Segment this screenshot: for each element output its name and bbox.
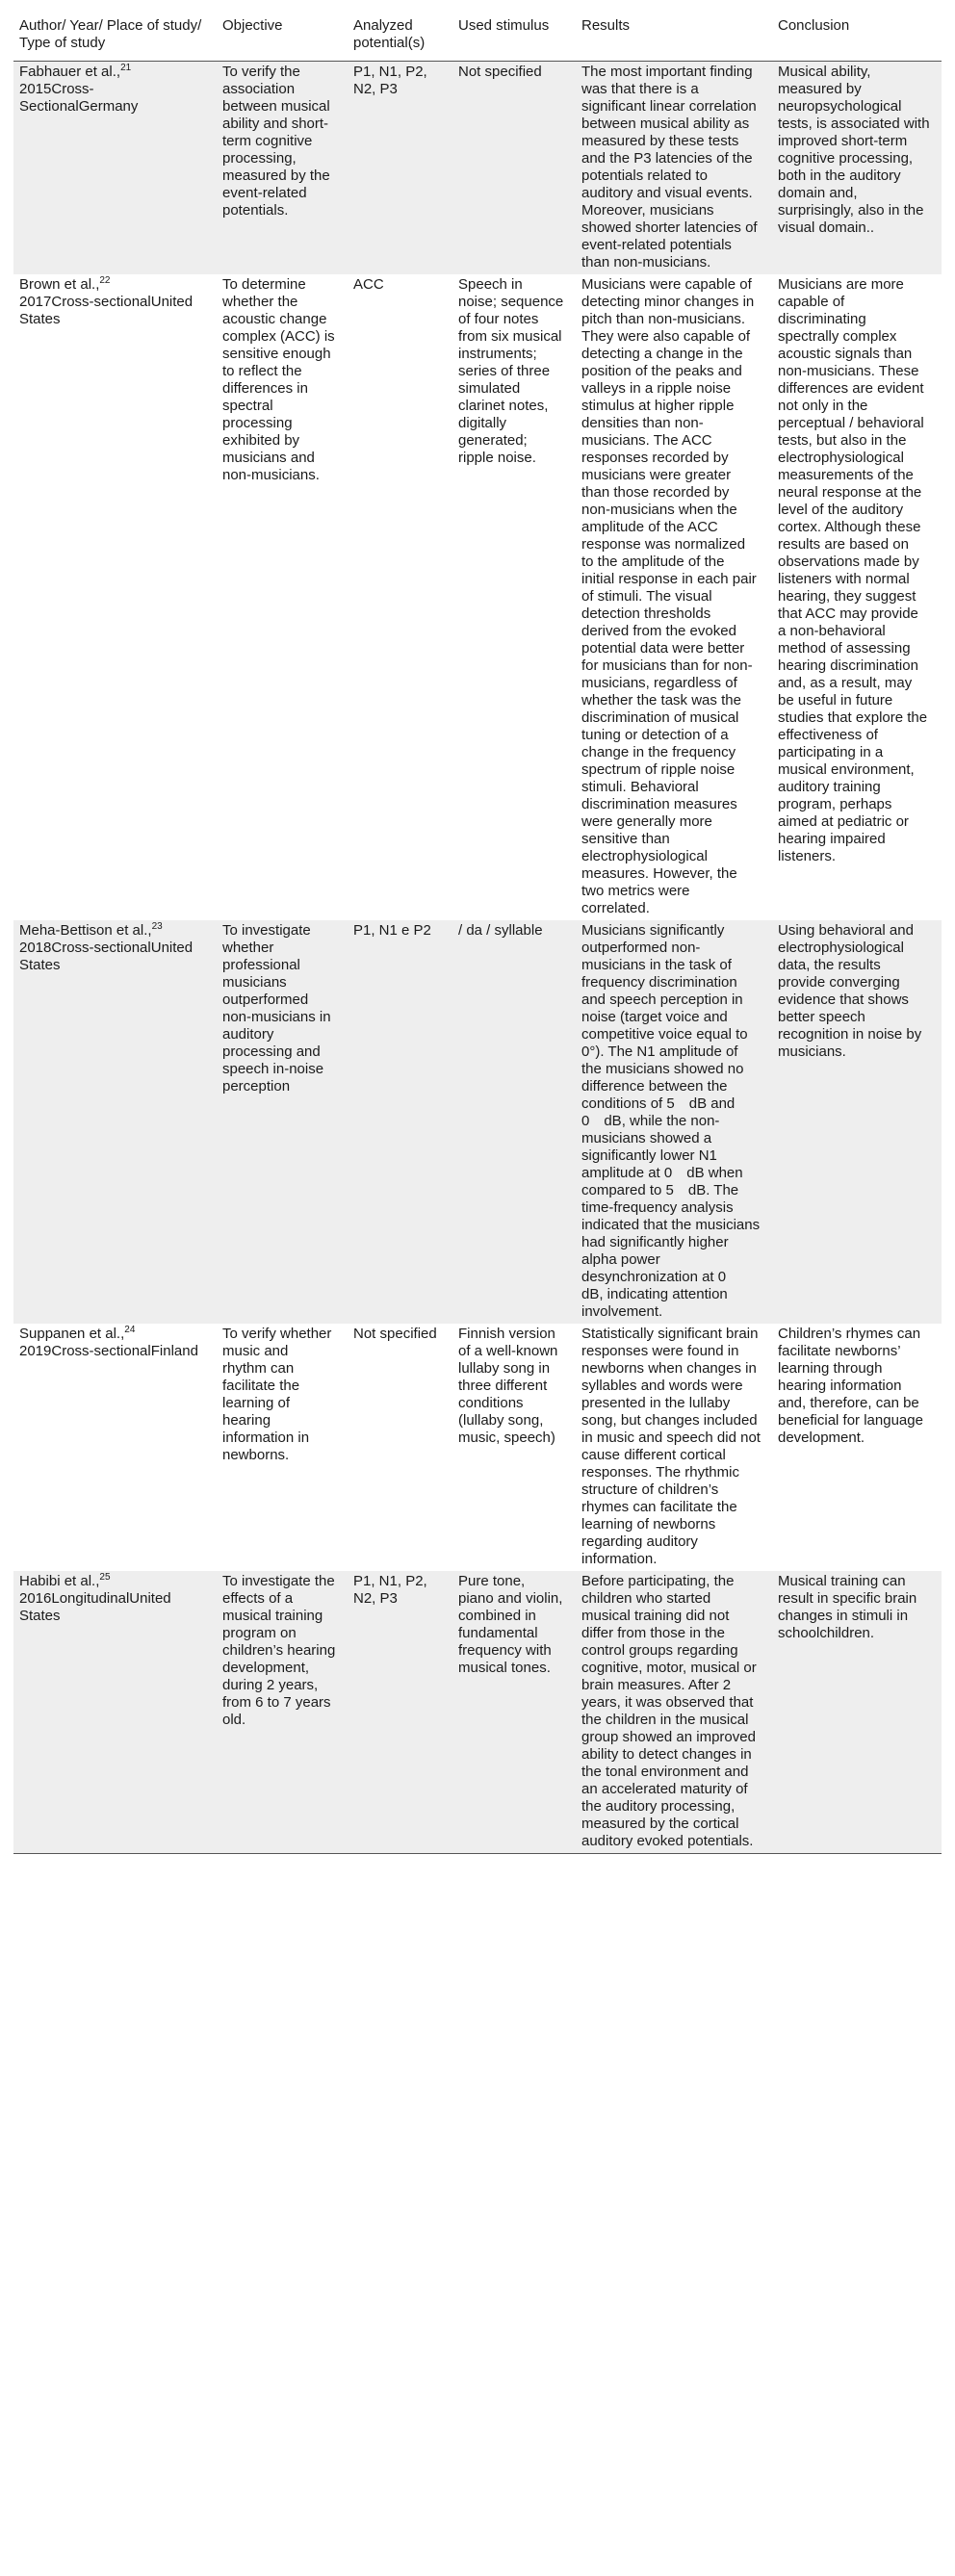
- header-conclusion: Conclusion: [772, 8, 942, 62]
- cell-results: Musicians significantly outperformed non-musicians in the task of frequency discrimination and speech perception in noise (target voice and competitive voice equal to 0°). The N1 amplitude of the musicians showed no difference between the conditions of 5 dB and 0 dB, while the non-musicians showed a significantly lower N1 amplitude at 0 dB when compared to 5 dB. The time-frequency analysis indicated that the musicians had significantly higher alpha power desynchronization at 0 dB, indicating attention involvement.: [581, 922, 761, 1320]
- reference-number: 21: [120, 63, 132, 73]
- table-row: [13, 62, 942, 275]
- study-info: 2016LongitudinalUnited States: [19, 1590, 171, 1624]
- studies-table: [13, 8, 942, 1854]
- header-potential: Analyzed potential(s): [348, 8, 452, 62]
- study-info: 2017Cross-sectionalUnited States: [19, 294, 194, 327]
- cell-stimulus: Pure tone, piano and violin, combined in fundamental frequency with musical tones.: [452, 1571, 576, 1854]
- cell-conclusion: Musical ability, measured by neuropsychological tests, is associated with improved short-term cognitive processing, both in the auditory domain and, surprisingly, also in the visual domain..: [778, 64, 930, 236]
- cell-results: Musicians were capable of detecting minor changes in pitch than non-musicians. They were also capable of detecting a change in the position of the peaks and valleys in a ripple noise stimulus at higher ripple densities than non-musicians. The ACC responses recorded by musicians were greater than those recorded by non-musicians when the amplitude of the ACC response was normalized to the amplitude of the initial response in each pair of stimuli. The visual detection thresholds derived from the evoked potential data were better for musicians than for non-musicians, regardless of whether the task was the discrimination of musical tuning or detection of a change in the frequency spectrum of ripple noise stimuli. Behavioral discrimination measures were generally more sensitive than electrophysiological measures. However, the two metrics were correlated.: [581, 276, 757, 916]
- author-name: Meha-Bettison et al.,: [19, 922, 152, 939]
- header-row: [13, 8, 942, 62]
- cell-potential: P1, N1, P2, N2, P3: [348, 1571, 452, 1854]
- cell-results: The most important finding was that there is a significant linear correlation between musical ability as measured by these tests and the P3 latencies of the potentials related to auditory and visual events. Moreover, musicians showed shorter latencies of event-related potentials than non-musicians.: [581, 64, 758, 270]
- cell-stimulus: Speech in noise; sequence of four notes from six musical instruments; series of three simulated clarinet notes, digitally generated; ripple noise.: [458, 276, 564, 466]
- reference-number: 22: [99, 275, 111, 286]
- cell-potential: Not specified: [353, 1326, 437, 1342]
- cell-conclusion: Musicians are more capable of discriminating spectrally complex acoustic signals than non-musicians. These differences are evident not only in the perceptual / behavioral tests, but also in the electrophysiological measurements of the neural response at the level of the auditory cortex. Although these results are based on observations made by listeners with normal hearing, they suggest that ACC may provide a non-behavioral method of assessing hearing discrimination and, as a result, may be useful in future studies that explore the effectiveness of participating in a musical environment, auditory training program, perhaps aimed at pediatric or hearing impaired listeners.: [778, 276, 928, 864]
- header-results: Results: [576, 8, 772, 62]
- header-objective: Objective: [217, 8, 348, 62]
- cell-conclusion: Musical training can result in specific brain changes in stimuli in schoolchildren.: [772, 1571, 942, 1854]
- author-name: Brown et al.,: [19, 276, 100, 293]
- header-stimulus: Used stimulus: [452, 8, 576, 62]
- study-info: 2019Cross-sectionalFinland: [19, 1343, 198, 1359]
- cell-objective: To verify whether music and rhythm can facilitate the learning of hearing information in newborns.: [222, 1326, 332, 1463]
- table-header: [13, 8, 942, 62]
- cell-conclusion: Using behavioral and electrophysiological data, the results provide converging evidence that shows better speech recognition in noise by musicians.: [778, 922, 922, 1060]
- cell-potential: ACC: [353, 276, 384, 293]
- study-info: 2018Cross-sectionalUnited States: [19, 940, 194, 973]
- cell-study: [13, 1324, 217, 1571]
- table-row: [13, 920, 942, 1324]
- author-name: Suppanen et al.,: [19, 1326, 125, 1342]
- table-row: [13, 1571, 942, 1854]
- cell-objective: To investigate the effects of a musical training program on children’s hearing development, during 2 years, from 6 to 7 years old.: [217, 1571, 348, 1854]
- cell-objective: To verify the association between musical ability and short-term cognitive processing, measured by the event-related potentials.: [222, 64, 330, 219]
- cell-potential: P1, N1, P2, N2, P3: [353, 64, 427, 97]
- cell-study: [13, 920, 217, 1324]
- table-row: [13, 274, 942, 920]
- cell-stimulus: Finnish version of a well-known lullaby song in three different conditions (lullaby song, music, speech): [458, 1326, 558, 1446]
- cell-results: Before participating, the children who started musical training did not differ from those in the control groups regarding cognitive, motor, musical or brain measures. After 2 years, it was observed that the children in the musical group showed an improved ability to detect changes in the tonal environment and an accelerated maturity of the auditory processing, measured by the cortical auditory evoked potentials.: [576, 1571, 772, 1854]
- cell-stimulus: / da / syllable: [458, 922, 543, 939]
- author-name: Habibi et al.,: [19, 1573, 100, 1589]
- cell-objective: To determine whether the acoustic change complex (ACC) is sensitive enough to reflect the differences in spectral processing exhibited by musicians and non-musicians.: [222, 276, 335, 483]
- cell-stimulus: Not specified: [458, 64, 542, 80]
- table-row: [13, 1324, 942, 1571]
- study-info: 2015Cross-SectionalGermany: [19, 81, 139, 115]
- cell-results: Statistically significant brain responses were found in newborns when changes in syllables and words were presented in the lullaby song, but changes included in music and speech did not cause different cortical responses. The rhythmic structure of children’s rhymes can facilitate the learning of newborns regarding auditory information.: [581, 1326, 761, 1567]
- author-name: Fabhauer et al.,: [19, 64, 121, 80]
- cell-study: [13, 62, 217, 275]
- header-study: Author/ Year/ Place of study/ Type of study: [13, 8, 217, 62]
- table-body: [13, 62, 942, 1854]
- reference-number: 23: [151, 921, 163, 932]
- cell-study: [13, 1571, 217, 1854]
- cell-potential: P1, N1 e P2: [353, 922, 431, 939]
- cell-study: [13, 274, 217, 920]
- reference-number: 25: [99, 1572, 111, 1583]
- cell-conclusion: Children’s rhymes can facilitate newborns’ learning through hearing information and, therefore, can be beneficial for language development.: [778, 1326, 923, 1446]
- reference-number: 24: [124, 1325, 136, 1335]
- cell-objective: To investigate whether professional musicians outperformed non-musicians in auditory processing and speech in-noise perception: [222, 922, 331, 1095]
